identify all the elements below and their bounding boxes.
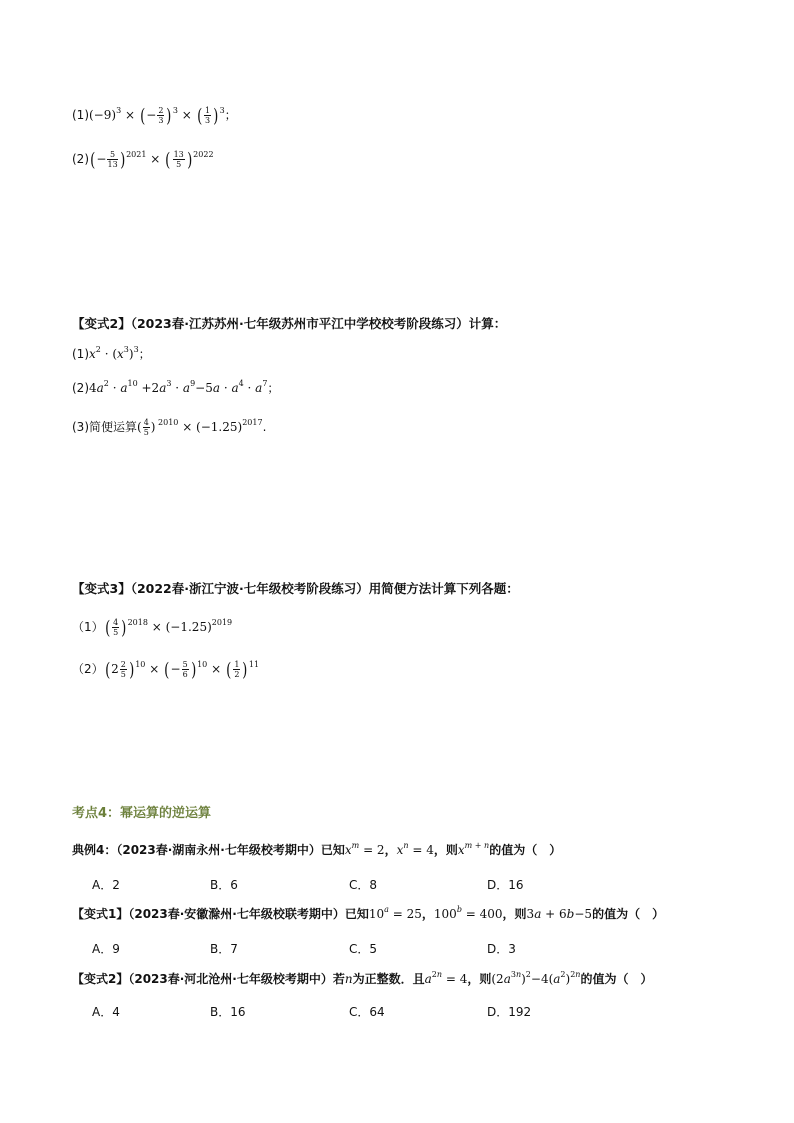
variant3-title: 【变式3】（2022春·浙江宁波·七年级校考阶段练习）用简便方法计算下列各题：	[72, 581, 519, 596]
variant2a-q2-label: (2)	[72, 381, 89, 395]
variant1b-option-b[interactable]: B．7	[210, 942, 238, 956]
variant2a-q2-tail: ；	[267, 381, 280, 395]
variant2a-title: 【变式2】（2023春·江苏苏州·七年级苏州市平江中学校校考阶段练习）计算：	[72, 316, 507, 331]
variant1b-suffix: 的值为（ ）	[592, 907, 665, 921]
example4-option-b[interactable]: B．6	[210, 878, 238, 892]
example4-then: ，则	[433, 843, 458, 857]
variant2a-q1-expr: $x^2 \cdot (x^3)^3$	[89, 345, 139, 361]
variant2b-option-a[interactable]: A．4	[92, 1005, 120, 1019]
example4-prefix: 典例4：（2023春·湖南永州·七年级校考期中）已知	[72, 843, 345, 857]
variant2a-q3	[72, 418, 266, 437]
prev-q2	[72, 150, 214, 169]
variant2a-q2-expr: $4a^2 \cdot a^{10} +2a^3 \cdot a^9-5a \cdot a^4 \cdot a^7$	[89, 379, 268, 395]
prev-q1-expr: $(-9)^3$ × (− $\frac{2}{3}$ )$^3$ × ( $\frac{1}{3}$ )$^3$	[89, 104, 225, 127]
variant2a-q2	[72, 380, 279, 396]
prev-q1	[72, 106, 237, 125]
variant2b-option-d[interactable]: D．192	[487, 1005, 532, 1019]
variant1b-option-a[interactable]: A．9	[92, 942, 120, 956]
variant3-q2-expr: (2 $\frac{2}{5}$ )$^{10}$ × (− $\frac{5}{6}$ )$^{10}$ × ( $\frac{1}{2}$ )$^{11}$	[104, 658, 260, 681]
variant2b-option-c[interactable]: C．64	[349, 1005, 385, 1019]
prev-q2-label: (2)	[72, 152, 89, 166]
example4-middle: ，	[384, 843, 397, 857]
variant2a-q1-tail: ；	[138, 347, 151, 361]
variant2a-q3-expr: ( $\frac{4}{5}$ ) $^{2010} \times (-1.25)^{2017}$	[137, 418, 263, 437]
section4-heading: 考点4：幂运算的逆运算	[72, 806, 212, 821]
prev-q1-tail: ；	[224, 108, 237, 122]
example4-option-d[interactable]: D．16	[487, 878, 524, 892]
variant2b-mid1: 为正整数．且	[352, 972, 425, 986]
example4-option-a[interactable]: A．2	[92, 878, 120, 892]
variant3-q1	[72, 618, 232, 637]
variant2a-q3-label: (3)简便运算	[72, 420, 137, 434]
variant3-q2-label: （2）	[72, 662, 104, 676]
variant2a-q1-label: (1)	[72, 347, 89, 361]
prev-q1-label: (1)	[72, 108, 89, 122]
example4-option-c[interactable]: C．8	[349, 878, 378, 892]
variant2a-q3-tail: .	[262, 420, 267, 434]
variant1b-option-c[interactable]: C．5	[349, 942, 378, 956]
prev-q2-expr: (− $\frac{5}{13}$ )$^{2021}$ × ( $\frac{13}{5}$ )$^{2022}$	[90, 148, 214, 171]
variant2b-suffix: 的值为（ ）	[580, 972, 653, 986]
example4-suffix: 的值为（ ）	[489, 843, 562, 857]
variant1b-question: 【变式1】（2023春·安徽滁州·七年级校联考期中）已知$10^a = 25$，$100^b = 400$，则3a + 6b−5的值为（ ）	[72, 905, 665, 921]
example4-question: 典例4：（2023春·湖南永州·七年级校考期中）已知$x^m = 2$，$x^n = 4$，则$x^{m + n}$的值为（ ）	[72, 841, 562, 857]
variant3-q1-expr: ( $\frac{4}{5}$ )$^{2018} \times (-1.25)^{2019}$	[104, 616, 233, 639]
variant3-q2	[72, 660, 259, 679]
variant2a-q1	[72, 346, 151, 362]
variant2b-question: 【变式2】（2023春·河北沧州·七年级校考期中）若n为正整数．且$a^{2n} = 4$，则$(2a^{3n})^2-4(a^2)^{2n}$的值为（ ）	[72, 970, 653, 986]
variant1b-prefix: 【变式1】（2023春·安徽滁州·七年级校联考期中）已知	[72, 907, 369, 921]
variant3-q1-label: （1）	[72, 620, 104, 634]
variant1b-option-d[interactable]: D．3	[487, 942, 516, 956]
variant2b-prefix: 【变式2】（2023春·河北沧州·七年级校考期中）若	[72, 972, 345, 986]
variant2b-option-b[interactable]: B．16	[210, 1005, 246, 1019]
variant1b-then: ，则	[502, 907, 527, 921]
variant1b-middle: ，	[421, 907, 434, 921]
variant2b-then: ，则	[467, 972, 492, 986]
